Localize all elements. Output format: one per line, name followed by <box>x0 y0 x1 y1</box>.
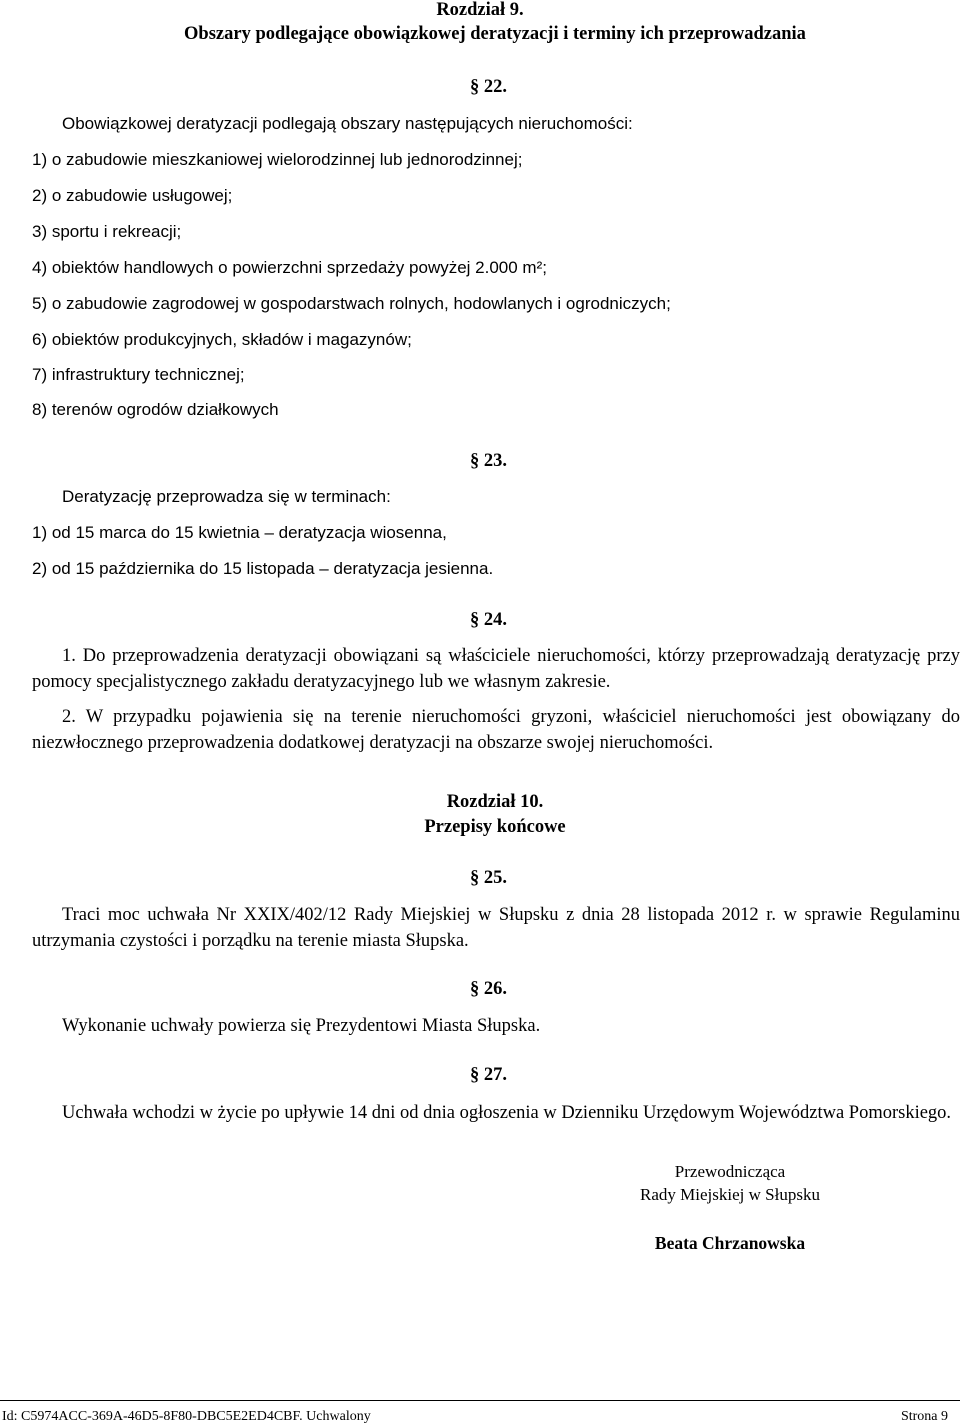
chapter-title: Rozdział 9. <box>436 0 524 20</box>
list-item: 5) o zabudowie zagrodowej w gospodarstwach rolnych, hodowlanych i ogrodniczych; <box>32 294 671 313</box>
signature-name: Beata Chrzanowska <box>654 1233 806 1253</box>
list-item: 8) terenów ogrodów działkowych <box>32 400 279 419</box>
list-item: 6) obiektów produkcyjnych, składów i magazynów; <box>32 330 412 349</box>
section-sign: § <box>470 610 480 630</box>
signature-body: Rady Miejskiej w Słupsku <box>640 1185 820 1204</box>
section-23: § 23. <box>470 451 507 471</box>
list-item: 2) od 15 października do 15 listopada – deratyzacja jesienna. <box>32 559 494 578</box>
list-item: 7) infrastruktury technicznej; <box>32 365 245 384</box>
footer-page-number: Strona 9 <box>900 1409 948 1424</box>
footer-divider <box>0 1400 960 1401</box>
section-26: § 26. <box>470 979 507 999</box>
section-sign: § <box>470 1065 480 1085</box>
list-item: 3) sportu i rekreacji; <box>32 222 182 241</box>
list-item: 1) o zabudowie mieszkaniowej wielorodzinnej lub jednorodzinnej; <box>32 150 523 169</box>
section-sign: § <box>470 868 480 888</box>
section-22: § 22. <box>470 77 507 97</box>
paragraph: Wykonanie uchwały powierza się Prezydentowi Miasta Słupska. <box>62 1016 541 1036</box>
paragraph: Traci moc uchwała Nr XXIX/402/12 Rady Miejskiej w Słupsku z dnia 28 listopada 2012 r. w sprawie Regulaminu utrzymania czystości i porządku na terenie miasta Słupska. <box>32 905 960 951</box>
footer-document-id: Id: C5974ACC-369A-46D5-8F80-DBC5E2ED4CBF. Uchwalony <box>2 1409 371 1424</box>
signature-role: Przewodnicząca <box>674 1162 786 1181</box>
section-23-intro: Deratyzację przeprowadza się w terminach: <box>62 487 391 506</box>
paragraph: 2. W przypadku pojawienia się na terenie nieruchomości gryzoni, właściciel nieruchomości jest obowiązany do niezwłocznego przeprowadzenia dodatkowej deratyzacji na obszarze swojej nieruchomości. <box>32 707 960 753</box>
chapter-title: Rozdział 10. <box>446 792 544 812</box>
paragraph: Uchwała wchodzi w życie po upływie 14 dni od dnia ogłoszenia w Dzienniku Urzędowym Województwa Pomorskiego. <box>62 1103 952 1123</box>
list-item: 4) obiektów handlowych o powierzchni sprzedaży powyżej 2.000 m²; <box>32 258 547 277</box>
section-sign: § <box>470 77 480 97</box>
section-sign: § <box>470 979 480 999</box>
list-item: 2) o zabudowie usługowej; <box>32 186 233 205</box>
section-25: § 25. <box>470 868 507 888</box>
chapter-subtitle: Obszary podlegające obowiązkowej deratyzacji i terminy ich przeprowadzania <box>184 24 806 44</box>
list-item: 1) od 15 marca do 15 kwietnia – deratyzacja wiosenna, <box>32 523 447 542</box>
section-sign: § <box>470 451 480 471</box>
section-22-intro: Obowiązkowej deratyzacji podlegają obszary następujących nieruchomości: <box>62 114 633 133</box>
chapter-subtitle: Przepisy końcowe <box>424 817 566 837</box>
paragraph: 1. Do przeprowadzenia deratyzacji obowiązani są właściciele nieruchomości, którzy przeprowadzają deratyzację przy pomocy specjalistycznego zakładu deratyzacyjnego lub we własnym zakresie. <box>32 646 960 692</box>
section-27: § 27. <box>470 1065 507 1085</box>
section-24: § 24. <box>470 610 507 630</box>
